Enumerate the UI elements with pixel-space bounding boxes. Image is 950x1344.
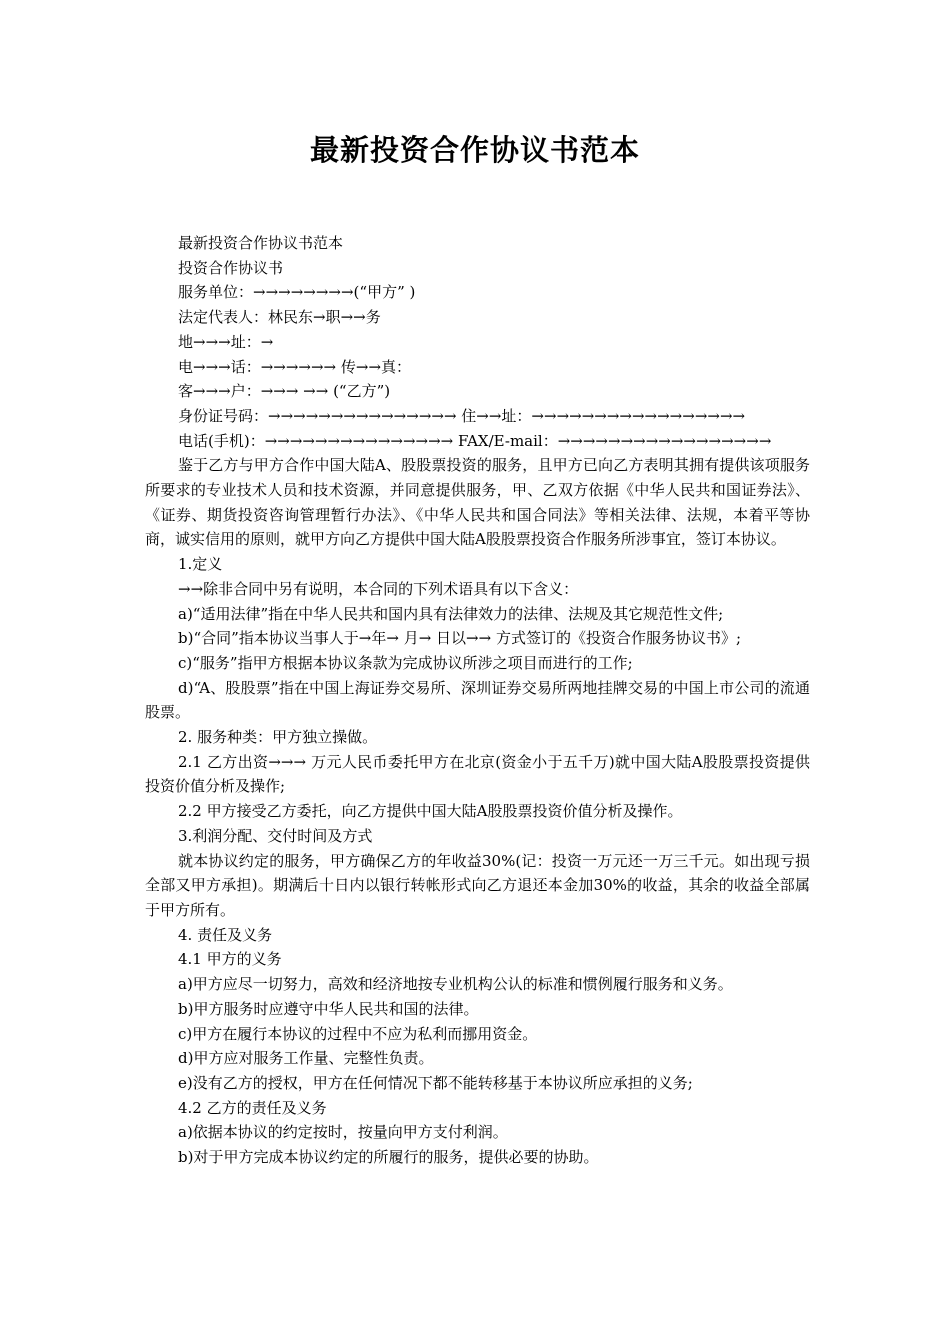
definition-b: b)“合同”指本协议当事人于→年→ 月→ 日以→→ 方式签订的《投资合作服务协议书》;: [178, 629, 741, 648]
obligation-4-1-d: d)甲方应对服务工作量、完整性负责。: [178, 1049, 434, 1068]
obligation-4-2-a: a)依据本协议的约定按时，按量向甲方支付利润。: [178, 1123, 508, 1142]
clause-3-paragraph: 就本协议约定的服务，甲方确保乙方的年收益30%(记：投资一万元还一万三千元。如出现亏损全部又甲方承担)。期满后十日内以银行转帐形式向乙方退还本金加30%的收益，其余的收益全部属于甲方所有。: [145, 851, 810, 919]
section-2-heading: 2. 服务种类：甲方独立操做。: [178, 728, 378, 747]
clause-4-1-heading: 4.1 甲方的义务: [178, 950, 282, 969]
section-1-heading: 1.定义: [178, 555, 223, 574]
address-line: 地→→→址：→: [178, 332, 274, 351]
subtitle-line: 最新投资合作协议书范本: [178, 234, 344, 252]
id-address-line: 身份证号码：→→→→→→→→→→→→→→→ 住→→址：→→→→→→→→→→→→→→→→→: [178, 406, 746, 425]
clause-2-2: 2.2 甲方接受乙方委托，向乙方提供中国大陆A股股票投资价值分析及操作。: [178, 802, 683, 821]
mobile-fax-line: 电话(手机)：→→→→→→→→→→→→→→→ FAX/E-mail：→→→→→→→→→→→→→→→→→: [178, 431, 772, 450]
legal-rep-line: 法定代表人：林民东→职→→务: [178, 308, 381, 327]
client-line: 客→→→户：→→→ →→ (“乙方”): [178, 382, 391, 401]
definition-d: d)“A、股股票”指在中国上海证券交易所、深圳证券交易所两地挂牌交易的中国上市公司的流通股票。: [145, 678, 810, 722]
obligation-4-1-b: b)甲方服务时应遵守中华人民共和国的法律。: [178, 999, 479, 1018]
document-body: [145, 231, 810, 1170]
document-title: 最新投资合作协议书范本: [309, 133, 640, 167]
definition-a: a)“适用法律”指在中华人民共和国内具有法律效力的法律、法规及其它规范性文件;: [178, 604, 724, 623]
obligation-4-1-a: a)甲方应尽一切努力，高效和经济地按专业机构公认的标准和惯例履行服务和义务。: [178, 975, 733, 994]
section-1-intro: →→除非合同中另有说明，本合同的下列术语具有以下含义：: [178, 579, 579, 598]
section-4-heading: 4. 责任及义务: [178, 925, 273, 944]
phone-line: 电→→→话：→→→→→→ 传→→真：: [178, 357, 412, 376]
service-unit-line: 服务单位：→→→→→→→→(“甲方” ): [178, 283, 416, 302]
agreement-heading: 投资合作协议书: [178, 258, 284, 277]
obligation-4-1-c: c)甲方在履行本协议的过程中不应为私利而挪用资金。: [178, 1024, 538, 1043]
section-3-heading: 3.利润分配、交付时间及方式: [178, 826, 373, 845]
definition-c: c)“服务”指甲方根据本协议条款为完成协议所涉之项目而进行的工作;: [178, 653, 633, 672]
clause-4-2-heading: 4.2 乙方的责任及义务: [178, 1098, 327, 1117]
obligation-4-2-b: b)对于甲方完成本协议约定的所履行的服务，提供必要的协助。: [178, 1148, 599, 1167]
preamble-paragraph: 鉴于乙方与甲方合作中国大陆A、股股票投资的服务，且甲方已向乙方表明其拥有提供该项服务所要求的专业技术人员和技术资源，并同意提供服务，甲、乙双方依据《中华人民共和国证券法》、《证券、期货投资咨询管理暂行办法》、《中华人民共和国合同法》等相关法律、法规，本着平等协商，诚实信用的原则，就甲方向乙方提供中国大陆A股股票投资合作服务所涉事宜，签订本协议。: [145, 456, 810, 549]
clause-2-1: 2.1 乙方出资→→→ 万元人民币委托甲方在北京(资金小于五千万)就中国大陆A股股票投资提供投资价值分析及操作;: [145, 752, 810, 796]
obligation-4-1-e: e)没有乙方的授权，甲方在任何情况下都不能转移基于本协议所应承担的义务;: [178, 1073, 693, 1092]
